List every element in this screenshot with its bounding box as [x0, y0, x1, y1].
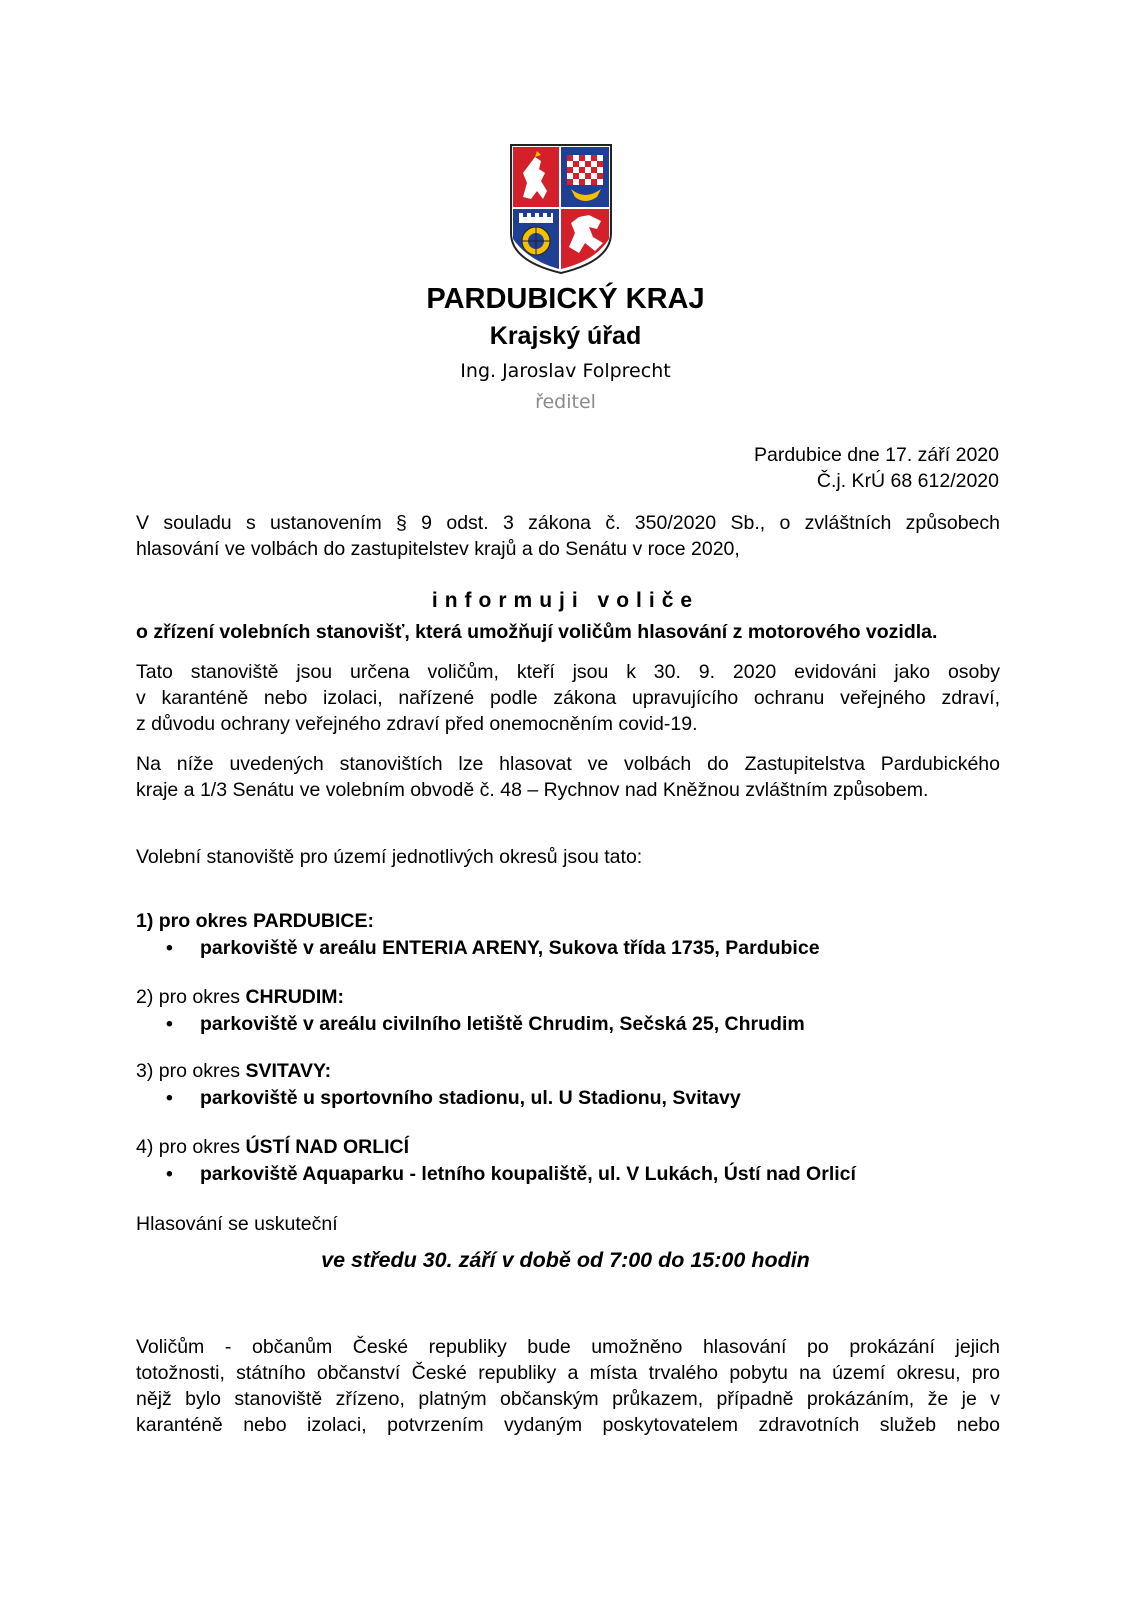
covid-line-2: v karanténě nebo izolaci, nařízené podle zákona upravujícího ochranu veřejného zdraví, — [136, 687, 1000, 709]
district-name: PARDUBICE: — [253, 910, 375, 932]
district-heading — [136, 910, 1036, 933]
closing-line-1: Voličům - občanům České republiky bude umožněno hlasování po prokázání jejich — [136, 1336, 1000, 1358]
district-locations — [136, 1087, 1036, 1110]
district-name: SVITAVY: — [245, 1060, 332, 1082]
vote-line-1: Na níže uvedených stanovištích lze hlasovat ve volbách do Zastupitelstva Pardubického — [136, 753, 1000, 775]
vote-line-2: kraje a 1/3 Senátu ve volebním obvodě č. 48 – Rychnov nad Kněžnou zvláštním způsobem. — [136, 779, 929, 801]
district-chrudim — [136, 986, 1036, 1036]
reference-number: Č.j. KrÚ 68 612/2020 — [816, 470, 999, 492]
district-pardubice — [136, 910, 1036, 960]
closing-line-3: nějž bylo stanoviště zřízeno, platným občanským průkazem, případně prokázáním, že je v — [136, 1388, 1000, 1410]
district-locations — [136, 1163, 1036, 1186]
subject-line: o zřízení volebních stanovišť, která umožňují voličům hlasování z motorového vozidla. — [136, 621, 938, 643]
document-date: Pardubice dne 17. září 2020 — [753, 444, 999, 466]
list-item — [166, 1087, 1036, 1110]
office-title: Krajský úřad — [489, 322, 642, 350]
bullet-icon: • — [166, 1087, 173, 1109]
closing-line-4: karanténě nebo izolaci, potvrzením vydaným poskytovatelem zdravotních služeb nebo — [136, 1414, 1000, 1436]
coat-of-arms-emblem — [509, 143, 613, 275]
location-text: parkoviště Aquaparku - letního koupaliště, ul. V Lukách, Ústí nad Orlicí — [200, 1163, 856, 1185]
district-usti-nad-orlici — [136, 1136, 1036, 1186]
intro-line-1: V souladu s ustanovením § 9 odst. 3 zákona č. 350/2020 Sb., o zvláštních způsobech — [136, 512, 1000, 534]
district-heading — [136, 1060, 1036, 1083]
district-number: 3) pro okres — [136, 1060, 241, 1082]
district-number: 2) pro okres — [136, 986, 241, 1008]
list-item — [166, 1163, 1036, 1186]
voting-time: ve středu 30. září v době od 7:00 do 15:00 hodin — [321, 1248, 810, 1272]
inform-heading: informuji voliče — [431, 589, 700, 612]
closing-line-2: totožnosti, státního občanství České republiky a místa trvalého pobytu na území okresu, pro — [136, 1362, 1000, 1384]
district-number: 1) pro okres — [136, 910, 248, 932]
district-heading — [136, 986, 1036, 1009]
location-text: parkoviště v areálu ENTERIA ARENY, Sukova třída 1735, Pardubice — [200, 937, 820, 959]
district-locations — [136, 1013, 1036, 1036]
director-role: ředitel — [535, 391, 596, 413]
voting-intro: Hlasování se uskuteční — [136, 1213, 338, 1235]
covid-line-3: z důvodu ochrany veřejného zdraví před onemocněním covid-19. — [136, 713, 698, 735]
district-heading — [136, 1136, 1036, 1159]
district-locations — [136, 937, 1036, 960]
region-title: PARDUBICKÝ KRAJ — [426, 283, 705, 315]
district-number: 4) pro okres — [136, 1136, 241, 1158]
location-text: parkoviště u sportovního stadionu, ul. U Stadionu, Svitavy — [200, 1087, 741, 1109]
intro-line-2: hlasování ve volbách do zastupitelstev krajů a do Senátu v roce 2020, — [136, 538, 740, 560]
district-svitavy — [136, 1060, 1036, 1110]
list-item — [166, 1013, 1036, 1036]
bullet-icon: • — [166, 937, 173, 959]
bullet-icon: • — [166, 1013, 173, 1035]
director-name: Ing. Jaroslav Folprecht — [460, 360, 671, 382]
list-item — [166, 937, 1036, 960]
covid-line-1: Tato stanoviště jsou určena voličům, kteří jsou k 30. 9. 2020 evidováni jako osoby — [136, 661, 1000, 683]
bullet-icon: • — [166, 1163, 173, 1185]
district-name: CHRUDIM: — [245, 986, 345, 1008]
location-text: parkoviště v areálu civilního letiště Chrudim, Sečská 25, Chrudim — [200, 1013, 805, 1035]
list-intro: Volební stanoviště pro území jednotlivých okresů jsou tato: — [136, 846, 643, 868]
district-name: ÚSTÍ NAD ORLICÍ — [245, 1136, 410, 1158]
